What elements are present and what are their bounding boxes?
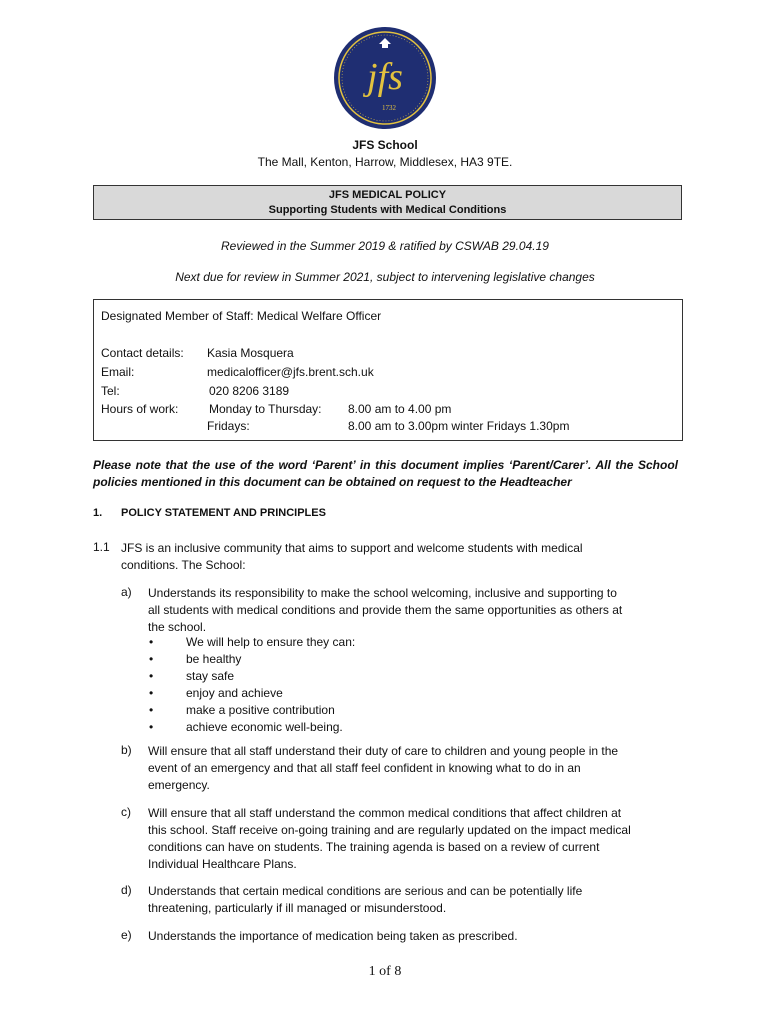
jfs-crest-icon <box>333 26 437 130</box>
item-line: event of an emergency and that all staff feel confident in knowing what to do in an <box>148 761 581 775</box>
item-line: conditions can have on students. The training agenda is based on a review of current <box>148 840 600 854</box>
item-line: threatening, particularly if ill managed or misunderstood. <box>148 901 447 915</box>
hours-label: Hours of work: <box>101 402 179 416</box>
item-line: the school. <box>148 620 207 634</box>
school-name: JFS School <box>352 138 418 152</box>
item-letter: b) <box>121 743 132 757</box>
staff-details-box <box>93 299 683 441</box>
parent-note: Please note that the use of the word ‘Parent’ in this document implies ‘Parent/Carer’. All the School policies mentioned in this document can be obtained on request to the Headteacher <box>93 458 678 489</box>
email-label: Email: <box>101 365 135 379</box>
policy-title-box <box>93 185 682 220</box>
item-letter: a) <box>121 585 132 599</box>
item-line: Understands that certain medical conditions are serious and can be potentially life <box>148 884 583 898</box>
contact-value: Kasia Mosquera <box>207 346 294 360</box>
email-value[interactable]: medicalofficer@jfs.brent.sch.uk <box>207 365 374 379</box>
hours-day-2: Fridays: <box>207 419 250 433</box>
section-title: POLICY STATEMENT AND PRINCIPLES <box>121 507 326 519</box>
bullet-item: • make a positive contribution <box>149 703 335 717</box>
bullet-icon: • <box>149 686 154 700</box>
item-line: Will ensure that all staff understand the common medical conditions that affect children at <box>148 806 622 820</box>
para-number: 1.1 <box>93 540 110 554</box>
bullet-item: • achieve economic well-being. <box>149 720 343 734</box>
school-address: The Mall, Kenton, Harrow, Middlesex, HA3 9TE. <box>257 155 513 169</box>
hours-time-2: 8.00 am to 3.00pm winter Fridays 1.30pm <box>348 419 570 433</box>
bullet-item: • be healthy <box>149 652 242 666</box>
item-line: Understands its responsibility to make the school welcoming, inclusive and supporting to <box>148 586 617 600</box>
tel-value: 020 8206 3189 <box>209 384 290 398</box>
bullet-icon: • <box>149 652 154 666</box>
item-letter: c) <box>121 805 131 819</box>
item-line: emergency. <box>148 778 210 792</box>
para-line: conditions. The School: <box>121 558 246 572</box>
review-date: Reviewed in the Summer 2019 & ratified by CSWAB 29.04.19 <box>221 239 549 253</box>
bullet-icon: • <box>149 720 154 734</box>
svg-text:1732: 1732 <box>382 104 396 112</box>
contact-label: Contact details: <box>101 346 184 360</box>
tel-label: Tel: <box>101 384 120 398</box>
section-number: 1. <box>93 507 103 519</box>
item-letter: e) <box>121 928 132 942</box>
hours-day-1: Monday to Thursday: <box>209 402 322 416</box>
page-number: 1 of 8 <box>368 964 402 979</box>
item-line: this school. Staff receive on-going training and are regularly updated on the impact medical <box>148 823 631 837</box>
policy-subtitle: Supporting Students with Medical Conditions <box>268 204 507 216</box>
item-line: Understands the importance of medication being taken as prescribed. <box>148 929 518 943</box>
bullet-item: • We will help to ensure they can: <box>149 635 356 649</box>
school-logo <box>333 26 437 130</box>
item-line: Individual Healthcare Plans. <box>148 857 297 871</box>
item-line: Will ensure that all staff understand their duty of care to children and young people in the <box>148 744 619 758</box>
item-line: all students with medical conditions and provide them the same opportunities as others at <box>148 603 623 617</box>
bullet-icon: • <box>149 669 154 683</box>
bullet-item: • stay safe <box>149 669 235 683</box>
item-letter: d) <box>121 883 132 897</box>
bullet-icon: • <box>149 703 154 717</box>
policy-title: JFS MEDICAL POLICY <box>328 189 447 201</box>
bullet-item: • enjoy and achieve <box>149 686 283 700</box>
para-line: JFS is an inclusive community that aims to support and welcome students with medical <box>121 541 583 555</box>
svg-text:jfs: jfs <box>367 56 403 98</box>
bullet-icon: • <box>149 635 154 649</box>
next-review-date: Next due for review in Summer 2021, subject to intervening legislative changes <box>175 270 595 284</box>
designated-staff: Designated Member of Staff: Medical Welfare Officer <box>101 309 382 323</box>
hours-time-1: 8.00 am to 4.00 pm <box>348 402 452 416</box>
